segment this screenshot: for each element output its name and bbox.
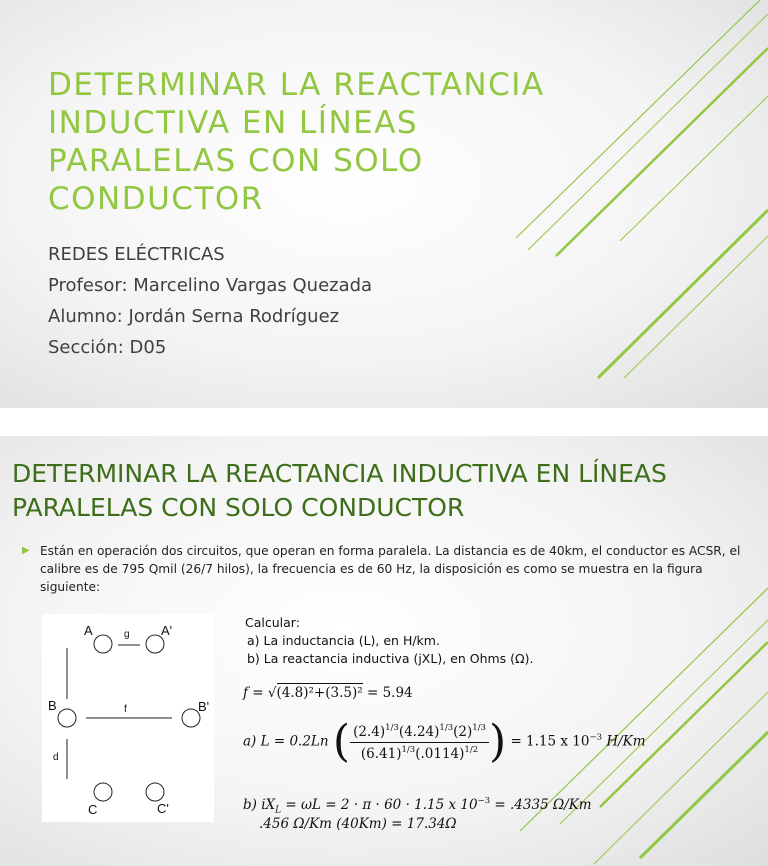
conductor-arrangement-figure [42,614,214,822]
label-b: B [48,698,57,713]
equation-f [243,685,413,701]
eq-f-radicand: (4.8)²+(3.5)² [276,685,363,701]
label-f: f [124,704,127,715]
calculate-block [245,614,533,668]
label-a: A [84,623,93,638]
label-a-prime: A' [161,623,173,638]
conductor-b [58,709,76,727]
calc-item-b: b) La reactancia inductiva (jXL), en Ohms (Ω). [247,651,534,666]
section-code: Sección: D05 [48,337,167,358]
eq-a-lhs: a) L = 0.2Ln [243,733,329,750]
sqrt-icon: √ [267,685,277,701]
eq-a-result: = 1.15 x 10 [510,733,590,750]
problem-statement [22,542,760,596]
conductor-c [94,783,112,801]
conductor-a [94,635,112,653]
label-g: g [124,629,130,640]
eq-f-lhs: f = [243,685,264,701]
eq-a-fraction [350,723,489,762]
eq-a-numerator: $(2.4)^{1/3}(4.24)^{1/3}(2)^{1/3}$ [350,723,489,743]
left-paren-icon: ( [332,716,351,767]
eq-b-middle: = ωL = 2 · π · 60 · 1.15 x 10 [281,797,478,813]
label-d: d [53,752,59,763]
slide1-title: DETERMINAR LA REACTANCIA INDUCTIVA EN LÍNEAS PARALELAS CON SOLO CONDUCTOR [48,67,545,217]
num-term-1: (2.4) [353,723,386,740]
equation-b-line-2 [259,816,457,832]
content-slide [0,436,768,866]
eq-b-result: = .4335 Ω/Km [490,797,592,813]
calc-heading: Calcular: [245,615,300,630]
eq-a-unit: H/Km [606,733,646,750]
num-term-3: (2) [453,723,473,740]
conductor-c-prime [146,783,164,801]
title-slide [0,0,768,408]
conductor-diagram [42,614,214,822]
eq-b-final: .456 Ω/Km (40Km) = 17.34Ω [259,816,457,832]
right-paren-icon: ) [488,716,507,767]
student-name: Alumno: Jordán Serna Rodríguez [48,306,340,327]
eq-f-result: = 5.94 [366,685,413,701]
slide2-title: DETERMINAR LA REACTANCIA INDUCTIVA EN LÍNEAS PARALELAS CON SOLO CONDUCTOR [12,459,667,522]
slide1-subtitle-block [48,241,372,365]
eq-a-exponent: −3 [589,732,603,743]
den-term-1: (6.41) [360,745,402,762]
triangle-bullet-icon: ▶ [22,545,30,556]
equation-b-line-1: b) $iX_L = \omega L = 2 \cdot \pi \cdot 60 \cdot 1.15$ x $10^{-3} = .4335$ Ω/Km [243,796,592,816]
label-b-prime: B' [198,699,210,714]
calc-item-a: a) La inductancia (L), en H/km. [247,633,440,648]
den-term-2: (.0114) [415,745,465,762]
eq-b-exponent: −3 [477,796,491,806]
label-c-prime: C' [157,801,169,816]
eq-a-denominator: $(6.41)^{1/3}(.0114)^{1/2}$ [360,744,479,762]
professor-name: Profesor: Marcelino Vargas Quezada [48,275,373,296]
equation-a [243,716,646,767]
eq-b-lhs: b) iX [243,797,276,813]
label-c: C [88,802,98,817]
course-name: REDES ELÉCTRICAS [48,244,225,265]
problem-text: Están en operación dos circuitos, que operan en forma paralela. La distancia es de 40km, el conductor es ACSR, el calibre es de 795 Qmil (26/7 hilos), la frecuencia es de 60 Hz, la disposición es como se muestra en la figura siguiente: [39,544,741,594]
num-term-2: (4.24) [398,723,440,740]
